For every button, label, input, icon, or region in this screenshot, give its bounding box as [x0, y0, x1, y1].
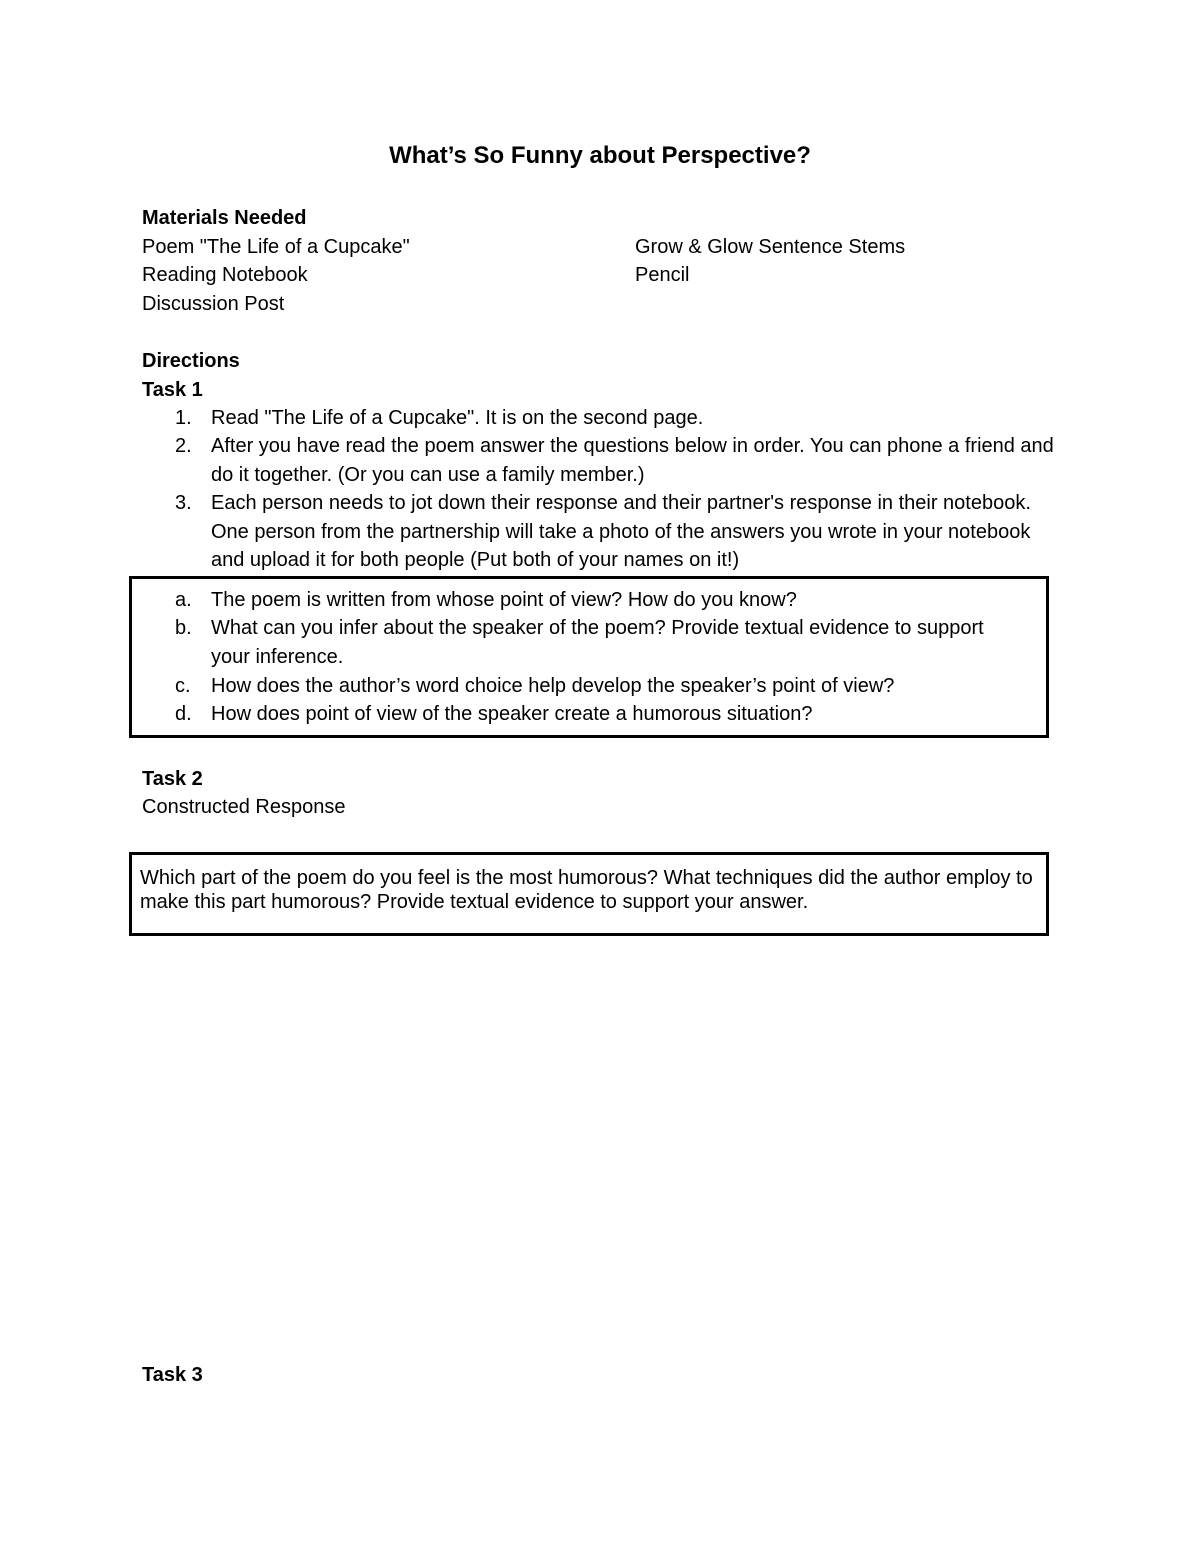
question-text: How does point of view of the speaker create a humorous situation?	[211, 703, 813, 725]
step-text: After you have read the poem answer the questions below in order. You can phone a friend and do it together. (Or you can use a family member.)	[211, 435, 1054, 486]
task2-subtitle: Constructed Response	[142, 796, 346, 818]
task2-heading: Task 2	[142, 768, 203, 790]
task1-step	[142, 432, 1062, 489]
question-text: How does the author’s word choice help develop the speaker’s point of view?	[211, 675, 895, 697]
task3-heading: Task 3	[142, 1364, 203, 1386]
question-text: What can you infer about the speaker of the poem? Provide textual evidence to support your inference.	[211, 617, 984, 668]
step-text: Read "The Life of a Cupcake". It is on the second page.	[211, 407, 704, 429]
question-text: The poem is written from whose point of view? How do you know?	[211, 589, 797, 611]
materials-item-notebook: Reading Notebook	[142, 264, 308, 286]
task1-question	[142, 614, 1002, 671]
question-letter: a.	[175, 589, 192, 611]
question-letter: c.	[175, 675, 191, 697]
materials-item-poem: Poem "The Life of a Cupcake"	[142, 236, 410, 258]
directions-heading: Directions	[142, 350, 240, 372]
question-letter: b.	[175, 617, 192, 639]
question-letter: d.	[175, 703, 192, 725]
task1-step	[142, 489, 1062, 575]
materials-heading: Materials Needed	[142, 207, 307, 229]
materials-item-pencil: Pencil	[635, 264, 690, 286]
step-text: Each person needs to jot down their response and their partner's response in their notebook. One person from the partnership will take a photo of the answers you wrote in your notebook and upload it for both people (Put both of your names on it!)	[211, 492, 1031, 571]
materials-item-discussion-post: Discussion Post	[142, 293, 285, 315]
task1-question	[142, 586, 1062, 615]
step-number: 1.	[175, 407, 192, 429]
task1-question	[142, 700, 1062, 729]
task2-prompt-text: Which part of the poem do you feel is the most humorous? What techniques did the author employ to make this part humorous? Provide textual evidence to support your answer.	[140, 867, 1033, 913]
page-title: What’s So Funny about Perspective?	[389, 142, 811, 169]
task1-step	[142, 404, 1062, 433]
task1-heading: Task 1	[142, 379, 203, 401]
materials-item-sentence-stems: Grow & Glow Sentence Stems	[635, 236, 906, 258]
step-number: 2.	[175, 435, 192, 457]
task1-question	[142, 672, 1062, 701]
step-number: 3.	[175, 492, 192, 514]
